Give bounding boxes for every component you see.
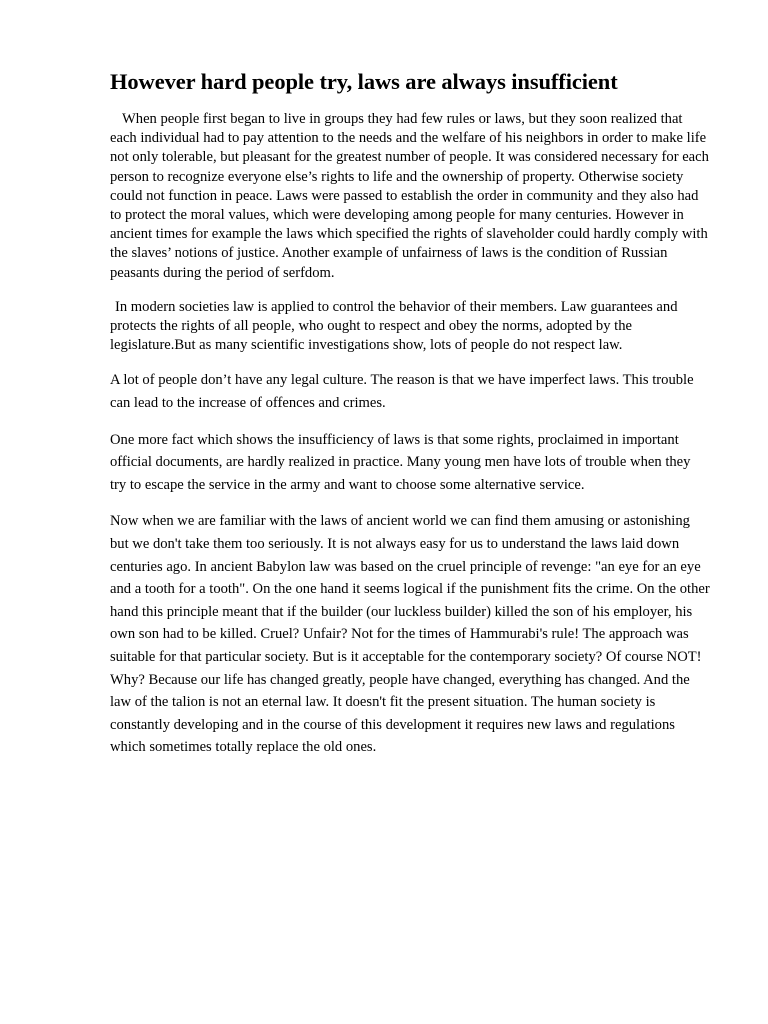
document-title: However hard people try, laws are always insufficient <box>110 69 618 94</box>
paragraph-3: A lot of people don’t have any legal culture. The reason is that we have imperfect laws. This trouble can lead to the increase of offences and crimes. <box>110 372 694 412</box>
paragraph-4: One more fact which shows the insufficiency of laws is that some rights, proclaimed in important official documents, are hardly realized in practice. Many young men have lots of trouble when they try to escape the service in the army and want to choose some alternative service. <box>110 431 691 493</box>
paragraph-2: In modern societies law is applied to control the behavior of their members. Law guarantees and protects the rights of all people, who ought to respect and obey the norms, adopted by the legislature.But as many scientific investigations show, lots of people do not respect law. <box>110 298 678 354</box>
paragraph-5: Now when we are familiar with the laws of ancient world we can find them amusing or astonishing but we don't take them too seriously. It is not always easy for us to understand the laws laid down centuries ago. In ancient Babylon law was based on the cruel principle of revenge: "an eye for an eye and a tooth for a tooth". On the one hand it seems logical if the punishment fits the crime. On the other hand this principle meant that if the builder (our luckless builder) killed the son of his employer, his own son had to be killed. Cruel? Unfair? Not for the times of Hammurabi's rule! The approach was suitable for that particular society. But is it acceptable for the contemporary society? Of course NOT! Why? Because our life has changed greatly, people have changed, everything has changed. And the law of the talion is not an eternal law. It doesn't fit the present situation. The human society is constantly developing and in the course of this development it requires new laws and regulations which sometimes totally replace the old ones. <box>110 513 710 756</box>
paragraph-1: When people first began to live in groups they had few rules or laws, but they soon realized that each individual had to pay attention to the needs and the welfare of his neighbors in order to make life not only tolerable, but pleasant for the greatest number of people. It was considered necessary for each person to recognize everyone else’s rights to life and the ownership of property. Otherwise society could not function in peace. Laws were passed to establish the order in community and they also had to protect the moral values, which were developing among people for many centuries. However in ancient times for example the laws which specified the rights of slaveholder could hardly comply with the slaves’ notions of justice. Another example of unfairness of laws is the condition of Russian peasants during the period of serfdom. <box>110 111 709 281</box>
document-page <box>110 68 710 759</box>
